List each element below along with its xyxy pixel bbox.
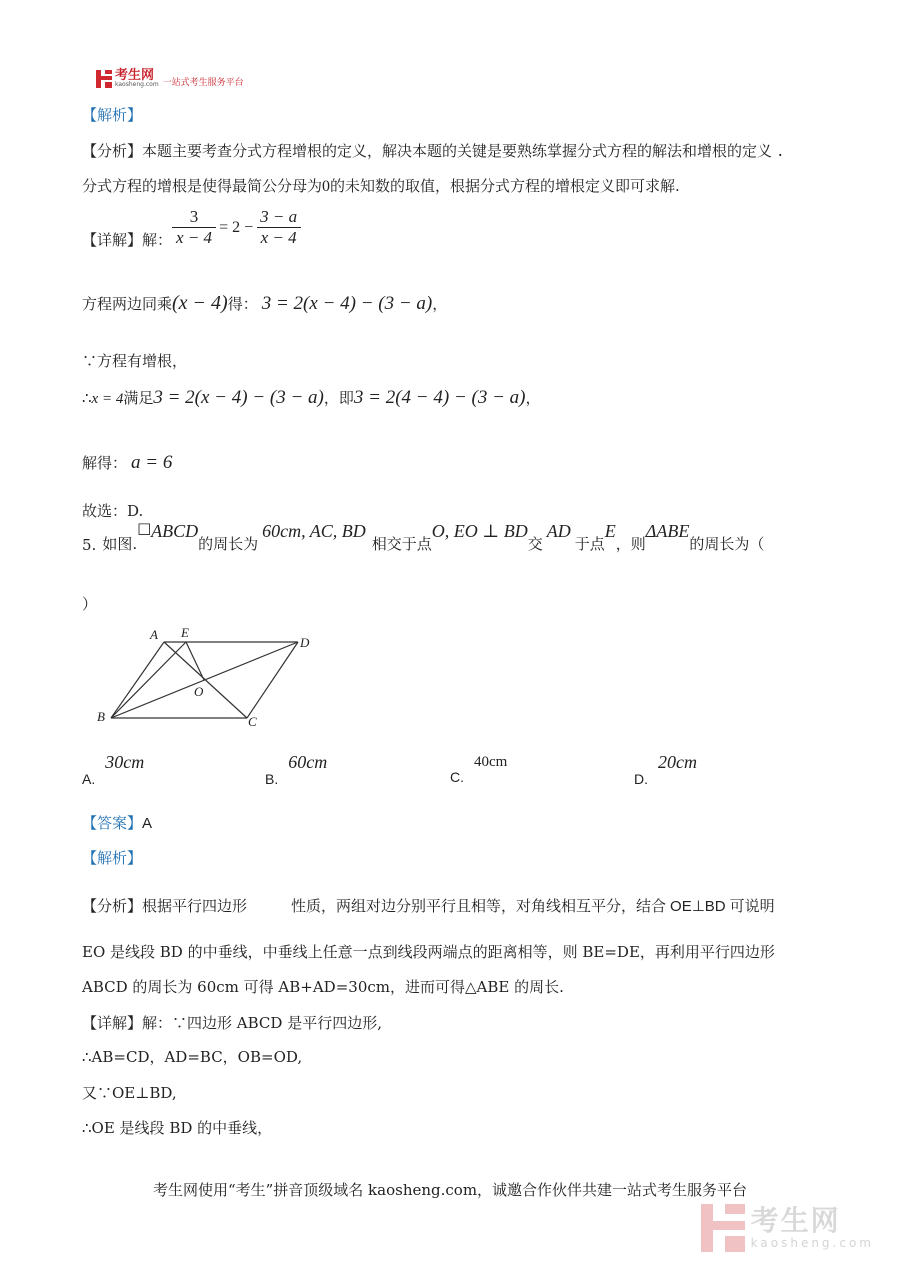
q5-fenxi-tag: 【分析】 [82,897,143,915]
q5-fenxi-line1 [82,895,775,916]
q4-fenxi-dot: . [778,140,783,160]
q5-detail-line4: ∴OE 是线段 BD 的中垂线， [82,1119,273,1137]
q5-option-d[interactable] [634,752,697,787]
q5-box: □ [137,519,152,537]
q5-ze: ，则 [615,535,646,553]
option-b-letter: B. [265,771,279,787]
q4-step1-de: 得： [227,295,258,313]
q4-frac1-num: 3 [189,207,199,226]
label-b: B [97,709,105,724]
q5-jiexi-tag: 【解析】 [82,849,143,867]
edge-cd [247,642,298,718]
watermark [701,1204,874,1252]
q5-fenxi-line3: ABCD 的周长为 60cm 可得 AB+AD=30cm，进而可得△ABE 的周长. [82,978,564,996]
diagonal-bd [111,642,298,718]
watermark-name: 考生网 [750,1204,841,1237]
q4-fenxi-text2: 分式方程的增根是使得最简公分母为 [82,177,323,195]
q5-perimeter-text: 的周长为 [198,535,259,553]
q5-answer-line [82,812,152,833]
q4-step3-eq2: 3 = 2(4 − 4) − (3 − a) [353,387,526,408]
q5-ad: AD [546,521,571,541]
q4-detail-line [82,205,301,250]
q4-fenxi-text3: 的未知数的取值，根据分式方程的增根定义即可求解. [330,177,680,195]
q5-detail-line3: 又∵OE⊥BD, [82,1084,177,1102]
label-e: E [181,625,189,640]
q4-solve [82,452,172,474]
logo-domain: kaosheng.com [115,81,159,88]
watermark-domain: kaosheng.com [750,1236,874,1250]
q5-fenxi-1c: OE⊥BD [670,898,726,915]
q4-choose: 故选：D. [82,502,144,520]
q4-detail-intro: 解： [142,231,173,249]
q4-fenxi-line2 [82,175,680,196]
q4-fenxi-tag: 【分析】 [82,142,143,160]
q4-solve-eq: a = 6 [131,452,173,473]
q4-frac1-den: x − 4 [172,227,216,247]
watermark-logo-icon [701,1204,745,1252]
q5-given: 60cm, AC, BD [262,521,366,541]
q4-jiexi-tag: 【解析】 [82,106,143,124]
option-b-value: 60cm [288,752,328,772]
q5-intersect-text: 相交于点 [371,535,432,553]
label-a: A [150,627,158,642]
q4-fenxi-zero: 0 [322,178,331,195]
q5-option-a[interactable] [82,752,145,787]
option-d-value: 20cm [658,752,697,772]
q5-abcd: ABCD [151,521,199,541]
q5-detail-line1 [82,1012,382,1033]
q5-detail-line2: ∴AB=CD，AD=BC，OB=OD, [82,1048,303,1066]
q5-number: 5. [82,536,97,554]
option-d-letter: D. [634,771,648,787]
q4-step3 [82,387,541,409]
q5-answer: A [142,815,153,832]
q4-fenxi-text1: 本题主要考查分式方程增根的定义，解决本题的关键是要熟练掌握分式方程的解法和增根的定义 [142,142,773,160]
q4-fenxi-line1 [82,140,783,161]
q5-o-eo: O, EO ⊥ BD [431,521,528,541]
label-c: C [248,714,257,729]
q4-step1-eq: 3 = 2(x − 4) − (3 − a) [261,293,433,314]
q4-step3-prefix: ∴ [82,389,92,407]
q5-e: E [604,521,616,541]
option-c-letter: C. [450,769,464,785]
q4-step3-mid: 满足 [123,389,154,407]
q5-ask: 的周长为（ [689,535,765,553]
q4-eq-mid: = 2 − [219,218,254,236]
page-footer: 考生网使用“考生”拼音顶级域名 kaosheng.com，诚邀合作伙伴共建一站式考生服务平台 [152,1181,748,1199]
q5-fenxi-1b: 性质，两组对边分别平行且相等，对角线相互平分，结合 [291,897,667,915]
segment-be [111,642,186,718]
q5-detail-1: 解：∵四边形 ABCD 是平行四边形, [142,1014,382,1032]
q4-detail-tag: 【详解】 [82,231,143,249]
q5-fenxi-1d: 可说明 [729,897,775,915]
q5-question-line [82,519,765,554]
q5-jiao: 交 [527,535,543,553]
label-d: D [300,635,310,650]
q4-step2: ∵方程有增根， [82,352,188,370]
logo-name: 考生网 kaosheng.com [115,68,159,88]
watermark-text [751,1206,874,1250]
q4-frac2-num: 3 − a [260,207,298,226]
logo-slogan: 一站式考生服务平台 [162,77,244,88]
q4-solve-label: 解得： [82,454,128,472]
q4-fraction-1 [172,208,216,247]
q5-detail-tag: 【详解】 [82,1014,143,1032]
q4-step1 [82,292,447,315]
q4-step1-factor: (x − 4) [172,292,228,314]
site-logo [96,70,244,88]
q4-step1-comma: ， [432,295,448,313]
q5-parallelogram-figure [88,620,328,740]
q4-step3-x: x = 4 [91,391,124,407]
diagonal-ac [164,642,247,718]
segment-eo [186,642,204,680]
q4-fraction-2 [256,208,301,247]
q5-lead: 如图. [102,535,138,553]
q4-frac2-den: x − 4 [257,227,301,247]
q5-answer-tag: 【答案】 [82,814,143,832]
q5-tri: ΔABE [645,521,690,541]
label-o: O [194,684,204,699]
option-c-value: 40cm [474,754,508,770]
q4-step3-end: ， [525,389,541,407]
q5-yudian: 于点 [574,535,605,553]
q5-fenxi-line2: EO 是线段 BD 的中垂线，中垂线上任意一点到线段两端点的距离相等，则 BE=DE，再利用平行四边形 [82,943,775,961]
option-a-letter: A. [82,771,96,787]
q5-fenxi-1a: 根据平行四边形 [142,897,248,915]
q4-step3-eq1: 3 = 2(x − 4) − (3 − a) [153,387,324,408]
q5-close-paren: ） [82,595,98,613]
q5-option-b[interactable] [265,752,328,787]
logo-mark-icon [96,70,112,88]
q4-step3-ji: ，即 [323,389,354,407]
q5-option-c[interactable] [450,752,508,785]
option-a-value: 30cm [105,752,145,772]
q4-step1-text: 方程两边同乘 [82,295,173,313]
